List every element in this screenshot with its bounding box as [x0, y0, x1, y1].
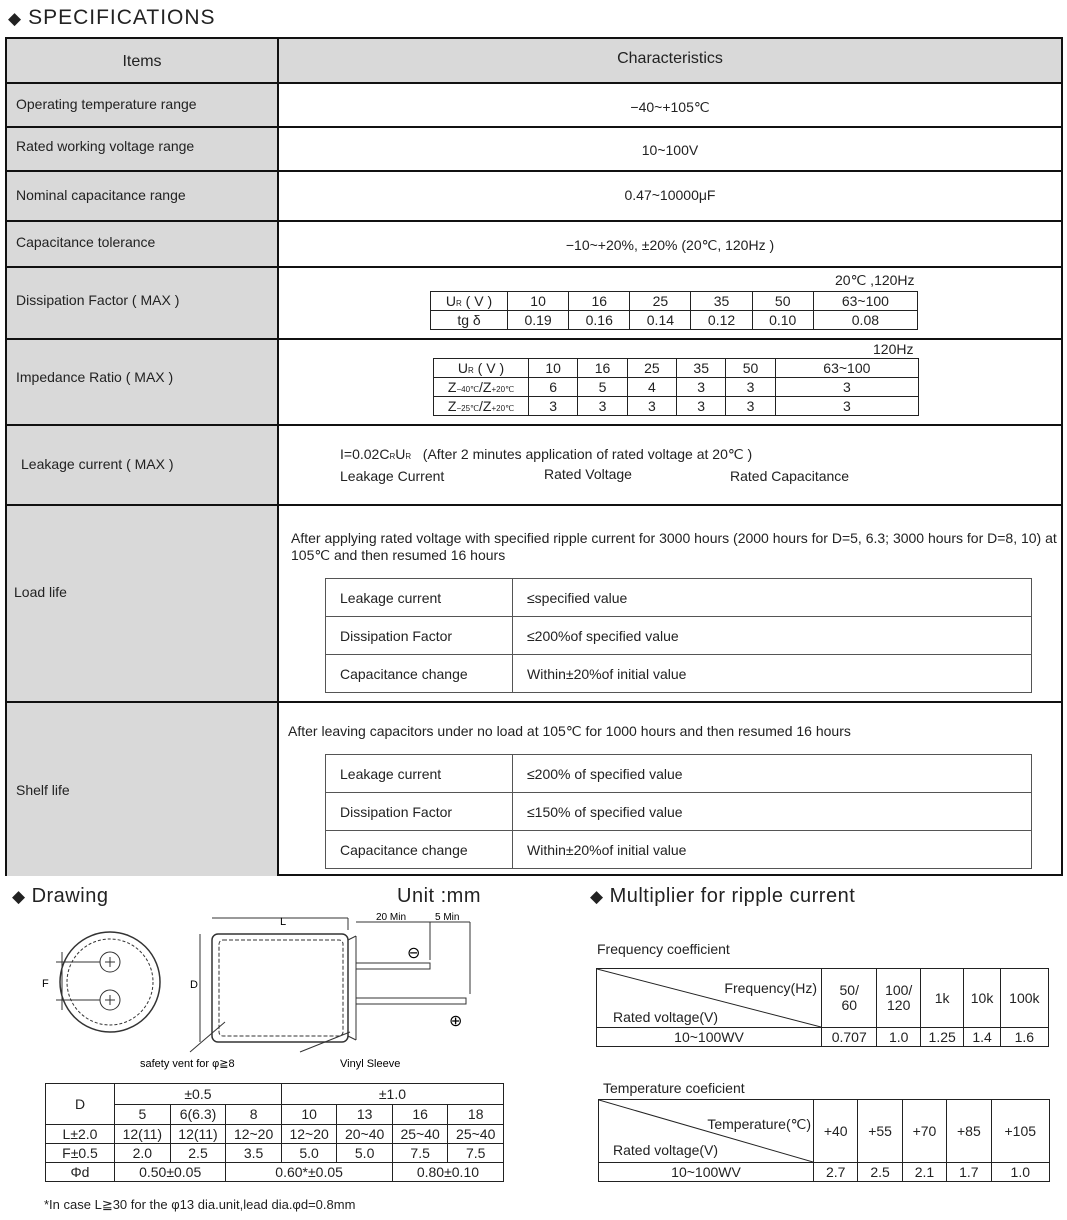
z40-cell: 6 — [529, 378, 578, 397]
voltage-cell: 35 — [677, 359, 726, 378]
z40-cell: 3 — [726, 378, 775, 397]
voltage-cell: 16 — [578, 359, 627, 378]
load-life-label: Load life — [14, 584, 67, 600]
multiplier-title: Multiplier for ripple current — [609, 885, 856, 907]
frequency-value: 1.4 — [964, 1028, 1000, 1047]
frequency-table — [596, 968, 1049, 1047]
characteristics-header: Characteristics — [617, 50, 723, 67]
frequency-value: 1.0 — [877, 1028, 920, 1047]
f-cell: 3.5 — [226, 1144, 282, 1163]
temperature-value: 1.0 — [991, 1163, 1049, 1182]
specifications-title: SPECIFICATIONS — [28, 6, 216, 29]
f-cell: 7.5 — [448, 1144, 504, 1163]
frequency-corner-bottom: Rated voltage(V) — [613, 1009, 719, 1025]
tg-cell: 0.08 — [813, 311, 917, 330]
frequency-row-label: 10~100WV — [597, 1028, 822, 1047]
load-life-row — [7, 504, 1061, 701]
row-label-cell — [7, 128, 279, 170]
z40-cell: 5 — [578, 378, 627, 397]
impedance-label: Impedance Ratio ( MAX ) — [16, 369, 174, 385]
d-cell: 18 — [448, 1104, 504, 1125]
z40-cell: 4 — [627, 378, 676, 397]
table-row — [46, 1104, 504, 1125]
table-row — [431, 292, 918, 311]
row-label-cell — [7, 84, 279, 126]
ur-header: UR ( V ) — [434, 359, 529, 378]
d-cell: 16 — [392, 1104, 448, 1125]
d-cell: 5 — [115, 1104, 171, 1125]
criteria-name: Dissipation Factor — [326, 617, 513, 655]
criteria-name: Leakage current — [326, 755, 513, 793]
voltage-cell: 25 — [630, 292, 691, 311]
items-header: Items — [122, 53, 162, 70]
operating-temp-row — [7, 82, 1061, 126]
frequency-header: 50/ 60 — [822, 969, 877, 1028]
z25-cell: 3 — [775, 397, 918, 416]
frequency-corner-cell — [597, 969, 822, 1028]
frequency-value: 0.707 — [822, 1028, 877, 1047]
f-cell: 5.0 — [337, 1144, 393, 1163]
f-header: F±0.5 — [46, 1144, 115, 1163]
temperature-header: +85 — [947, 1100, 991, 1163]
temperature-header: +70 — [902, 1100, 946, 1163]
z40-cell: 3 — [775, 378, 918, 397]
criteria-value: Within±20%of initial value — [513, 655, 1032, 693]
z25-cell: 3 — [677, 397, 726, 416]
load-life-text: After applying rated voltage with specified ripple current for 3000 hours (2000 hours for D=5, 6.3; 3000 hours for D=8, 10) at 105℃ and then resumed 16 hours — [291, 530, 1057, 563]
impedance-table — [433, 358, 919, 416]
shelf-life-table — [325, 754, 1032, 869]
plus-icon: ⊕ — [449, 1011, 463, 1030]
voltage-cell: 10 — [529, 359, 578, 378]
row-label-cell — [7, 222, 279, 266]
criteria-name: Capacitance change — [326, 831, 513, 869]
tg-cell: 0.12 — [691, 311, 752, 330]
frequency-corner-top: Frequency(Hz) — [724, 980, 817, 996]
rated-voltage-label: Rated working voltage range — [16, 138, 195, 154]
z40-cell: 3 — [677, 378, 726, 397]
shelf-life-label: Shelf life — [16, 782, 70, 798]
criteria-name: Capacitance change — [326, 655, 513, 693]
d-header: D — [46, 1084, 115, 1125]
l-dim-label: L — [280, 916, 287, 928]
criteria-value: ≤specified value — [513, 579, 1032, 617]
row-label-cell — [7, 172, 279, 220]
table-row — [434, 359, 919, 378]
impedance-row — [7, 338, 1061, 424]
shelf-life-text: After leaving capacitors under no load at 105℃ for 1000 hours and then resumed 16 hours — [288, 723, 851, 739]
diamond-icon: ◆ — [8, 9, 23, 28]
drawing-title: Drawing — [31, 885, 109, 907]
tolerance-value: −10~+20%, ±20% (20℃, 120Hz ) — [565, 237, 775, 253]
load-life-table — [325, 578, 1032, 693]
drawing-unit: Unit :mm — [397, 885, 481, 907]
impedance-condition: 120Hz — [873, 341, 914, 357]
z25-header: Z−25℃/Z+20℃ — [434, 397, 529, 416]
drawing-heading — [12, 885, 108, 908]
l-header: L±2.0 — [46, 1125, 115, 1144]
temperature-corner-bottom: Rated voltage(V) — [613, 1142, 719, 1158]
dissipation-condition: 20℃ ,120Hz — [835, 272, 915, 288]
min5-label: 5 Min — [435, 912, 460, 923]
specifications-table — [5, 37, 1063, 876]
f-cell: 2.5 — [170, 1144, 226, 1163]
dimension-footnote: *In case L≧30 for the φ13 dia.unit,lead dia.φd=0.8mm — [44, 1197, 356, 1212]
phid-header: Φd — [46, 1163, 115, 1182]
d-cell: 6(6.3) — [170, 1104, 226, 1125]
l-cell: 20~40 — [337, 1125, 393, 1144]
spec-header-row — [7, 39, 1061, 84]
table-row — [46, 1163, 504, 1182]
leakage-row — [7, 424, 1061, 504]
l-cell: 12(11) — [170, 1125, 226, 1144]
table-row — [326, 831, 1032, 869]
legend-leakage-current: Leakage Current — [340, 468, 445, 484]
items-header-cell — [7, 39, 279, 84]
criteria-name: Leakage current — [326, 579, 513, 617]
table-row — [599, 1163, 1050, 1182]
frequency-header: 100/ 120 — [877, 969, 920, 1028]
row-label-cell — [7, 703, 279, 876]
tg-cell: 0.16 — [569, 311, 630, 330]
vinyl-sleeve-label: Vinyl Sleeve — [340, 1058, 401, 1070]
capacitance-row — [7, 170, 1061, 220]
d-cell: 8 — [226, 1104, 282, 1125]
criteria-value: ≤200%of specified value — [513, 617, 1032, 655]
capacitance-value: 0.47~10000μF — [624, 187, 716, 203]
z25-cell: 3 — [627, 397, 676, 416]
d-cell: 10 — [281, 1104, 337, 1125]
frequency-header: 100k — [1000, 969, 1048, 1028]
table-row — [434, 378, 919, 397]
voltage-cell: 50 — [726, 359, 775, 378]
rated-voltage-row — [7, 126, 1061, 170]
legend-rated-voltage: Rated Voltage — [544, 466, 632, 482]
criteria-value: ≤150% of specified value — [513, 793, 1032, 831]
f-cell: 2.0 — [115, 1144, 171, 1163]
frequency-header: 10k — [964, 969, 1000, 1028]
temperature-value: 2.1 — [902, 1163, 946, 1182]
z25-cell: 3 — [578, 397, 627, 416]
row-label-cell — [7, 268, 279, 338]
dissipation-row — [7, 266, 1061, 338]
temperature-value: 1.7 — [947, 1163, 991, 1182]
table-row — [326, 755, 1032, 793]
phid-cell: 0.60*±0.05 — [226, 1163, 393, 1182]
dissipation-label: Dissipation Factor ( MAX ) — [16, 292, 180, 308]
temperature-value: 2.7 — [814, 1163, 858, 1182]
frequency-value: 1.25 — [920, 1028, 963, 1047]
voltage-cell: 16 — [569, 292, 630, 311]
table-row — [326, 617, 1032, 655]
table-row — [599, 1100, 1050, 1163]
temperature-header: +55 — [858, 1100, 902, 1163]
voltage-cell: 50 — [752, 292, 813, 311]
voltage-cell: 25 — [627, 359, 676, 378]
dimension-table — [45, 1083, 504, 1182]
temperature-row-label: 10~100WV — [599, 1163, 814, 1182]
tg-cell: 0.10 — [752, 311, 813, 330]
temperature-corner-cell — [599, 1100, 814, 1163]
voltage-cell: 10 — [508, 292, 569, 311]
min20-label: 20 Min — [376, 912, 407, 923]
tolerance-group-2: ±1.0 — [281, 1084, 503, 1105]
row-label-cell — [7, 426, 279, 504]
safety-vent-label: safety vent for φ≧8 — [140, 1058, 235, 1070]
end-view — [56, 932, 160, 1032]
temperature-corner-top: Temperature(℃) — [707, 1116, 811, 1132]
criteria-value: ≤200% of specified value — [513, 755, 1032, 793]
table-row — [326, 579, 1032, 617]
z40-header: Z−40℃/Z+20℃ — [434, 378, 529, 397]
minus-icon: ⊖ — [407, 943, 421, 962]
d-cell: 13 — [337, 1104, 393, 1125]
l-cell: 12~20 — [281, 1125, 337, 1144]
l-cell: 12(11) — [115, 1125, 171, 1144]
legend-rated-capacitance: Rated Capacitance — [730, 468, 850, 484]
criteria-name: Dissipation Factor — [326, 793, 513, 831]
diamond-icon: ◆ — [590, 887, 604, 906]
dissipation-table — [430, 291, 918, 330]
frequency-caption: Frequency coefficient — [597, 941, 730, 957]
leakage-formula: I=0.02CRUR (After 2 minutes application of rated voltage at 20℃ ) — [340, 446, 753, 462]
l-cell: 25~40 — [392, 1125, 448, 1144]
temperature-header: +105 — [991, 1100, 1049, 1163]
f-cell: 7.5 — [392, 1144, 448, 1163]
table-row — [46, 1084, 504, 1105]
tolerance-group-1: ±0.5 — [115, 1084, 282, 1105]
l-cell: 12~20 — [226, 1125, 282, 1144]
ur-header: UR ( V ) — [431, 292, 508, 311]
f-dim-label: F — [42, 978, 49, 990]
tolerance-row — [7, 220, 1061, 266]
row-label-cell — [7, 340, 279, 424]
l-cell: 25~40 — [448, 1125, 504, 1144]
temperature-table — [598, 1099, 1050, 1182]
table-row — [597, 969, 1049, 1028]
tg-cell: 0.14 — [630, 311, 691, 330]
multiplier-heading — [590, 885, 855, 908]
temperature-value: 2.5 — [858, 1163, 902, 1182]
table-row — [434, 397, 919, 416]
table-row — [431, 311, 918, 330]
table-row — [46, 1125, 504, 1144]
table-row — [597, 1028, 1049, 1047]
voltage-cell: 63~100 — [813, 292, 917, 311]
diamond-icon: ◆ — [12, 887, 26, 906]
operating-temp-label: Operating temperature range — [16, 96, 197, 112]
leakage-label: Leakage current ( MAX ) — [21, 456, 174, 472]
z25-cell: 3 — [529, 397, 578, 416]
criteria-value: Within±20%of initial value — [513, 831, 1032, 869]
operating-temp-value: −40~+105℃ — [630, 99, 710, 115]
table-row — [46, 1144, 504, 1163]
d-dim-label: D — [190, 979, 198, 991]
tg-header: tg δ — [431, 311, 508, 330]
shelf-life-row — [7, 701, 1061, 876]
frequency-value: 1.6 — [1000, 1028, 1048, 1047]
z25-cell: 3 — [726, 397, 775, 416]
frequency-header: 1k — [920, 969, 963, 1028]
f-cell: 5.0 — [281, 1144, 337, 1163]
row-label-cell — [7, 506, 279, 701]
side-view — [190, 918, 470, 1052]
tolerance-label: Capacitance tolerance — [16, 234, 156, 250]
table-row — [326, 793, 1032, 831]
capacitance-label: Nominal capacitance range — [16, 187, 186, 203]
capacitor-drawing — [30, 912, 490, 1074]
table-row — [326, 655, 1032, 693]
temperature-header: +40 — [814, 1100, 858, 1163]
specifications-heading — [8, 6, 216, 30]
voltage-cell: 35 — [691, 292, 752, 311]
rated-voltage-value: 10~100V — [641, 142, 699, 158]
temperature-caption: Temperature coeficient — [603, 1080, 745, 1096]
phid-cell: 0.80±0.10 — [392, 1163, 503, 1182]
phid-cell: 0.50±0.05 — [115, 1163, 226, 1182]
tg-cell: 0.19 — [508, 311, 569, 330]
voltage-cell: 63~100 — [775, 359, 918, 378]
